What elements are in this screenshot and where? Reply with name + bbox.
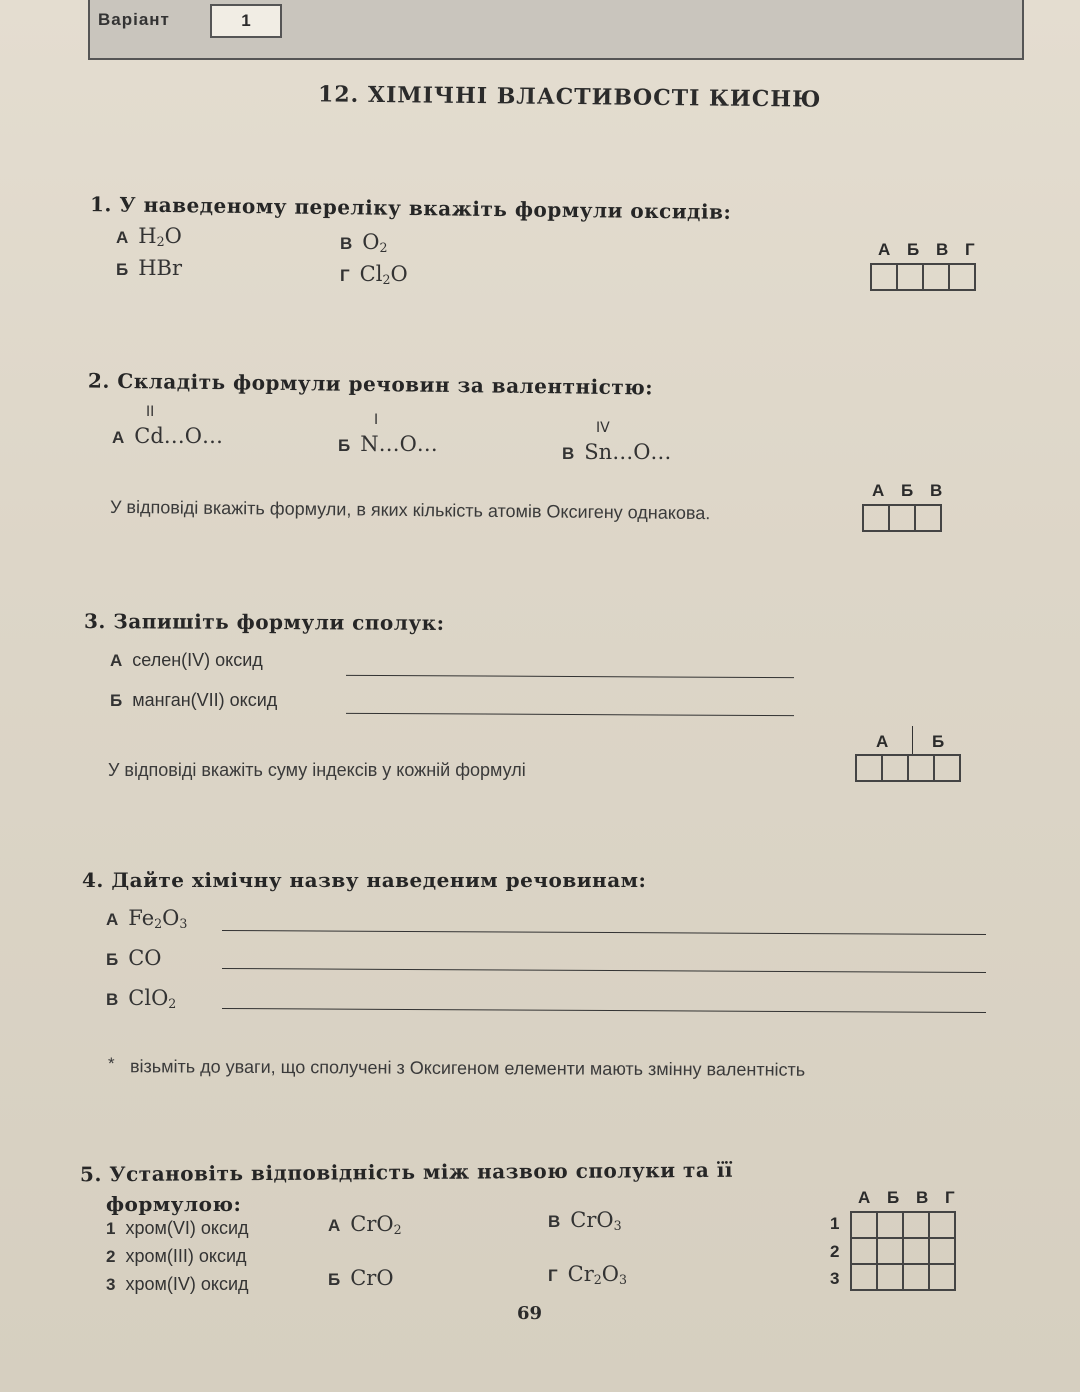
q4-answer-line-b[interactable] xyxy=(222,968,986,973)
answer-cell[interactable] xyxy=(851,1238,877,1264)
answer-cell[interactable] xyxy=(871,264,897,290)
q1-option-c: В $O_2$ xyxy=(340,230,388,256)
answer-cell[interactable] xyxy=(882,755,908,781)
q2-option-a: А Cd…O… xyxy=(112,424,224,448)
variant-value: 1 xyxy=(241,11,251,30)
q1-answer-grid[interactable] xyxy=(870,263,976,291)
q5-row-label-1: 1 xyxy=(830,1214,840,1233)
q3-header-divider xyxy=(912,726,913,754)
q5-row-label-3: 3 xyxy=(830,1269,840,1288)
question-2: 2. Складіть формули речовин за валентністю: xyxy=(87,368,654,400)
answer-cell[interactable] xyxy=(915,505,941,531)
q1-answer-header: А Б В Г xyxy=(878,240,981,259)
q5-formula-d: Г $Cr_2O_3$ xyxy=(548,1262,627,1288)
variant-label: Варіант xyxy=(98,10,170,29)
q5-formula-c: В CrO$_3$ xyxy=(548,1208,622,1234)
q2-option-c: В Sn…O… xyxy=(562,440,672,464)
answer-cell[interactable] xyxy=(903,1264,929,1290)
q5-formula-a: А CrO$_2$ xyxy=(328,1212,402,1238)
answer-cell[interactable] xyxy=(889,505,915,531)
q2-valence-b: I xyxy=(374,412,379,428)
q2-answer-grid[interactable] xyxy=(862,504,942,532)
q2-option-b: Б N…O… xyxy=(338,432,438,456)
answer-cell[interactable] xyxy=(903,1212,929,1238)
answer-cell[interactable] xyxy=(934,755,960,781)
q4-note: візьміть до уваги, що сполучені з Оксигеном елементи мають змінну валентність xyxy=(129,1056,806,1080)
question-5-line2: формулою: xyxy=(106,1192,242,1216)
q5-row-label-2: 2 xyxy=(830,1242,840,1261)
q3-answer-header-a: А xyxy=(876,732,895,751)
q5-name-3: 3 хром(IV) оксид xyxy=(106,1274,249,1294)
q2-answer-header: А Б В xyxy=(872,481,949,500)
q1-option-d: Г $Cl_2O$ xyxy=(340,262,408,288)
answer-cell[interactable] xyxy=(903,1238,929,1264)
q4-option-c: В ClO$_2$ xyxy=(106,986,177,1012)
q5-answer-grid[interactable] xyxy=(850,1211,956,1291)
q5-name-2: 2 хром(III) оксид xyxy=(106,1246,247,1266)
header-band xyxy=(88,0,1024,60)
answer-cell[interactable] xyxy=(877,1264,903,1290)
q5-formula-b: Б CrO xyxy=(328,1266,394,1290)
q4-option-a: А $Fe_2O_3$ xyxy=(106,906,188,932)
answer-cell[interactable] xyxy=(897,264,923,290)
answer-cell[interactable] xyxy=(856,755,882,781)
answer-cell[interactable] xyxy=(851,1264,877,1290)
answer-cell[interactable] xyxy=(949,264,975,290)
question-4: 4. Дайте хімічну назву наведеним речовинам: xyxy=(82,868,647,892)
answer-cell[interactable] xyxy=(923,264,949,290)
variant-box[interactable] xyxy=(210,4,282,38)
q3-option-a: А селен(IV) оксид xyxy=(110,650,263,670)
question-5: 5. Установіть відповідність між назвою сполуки та її xyxy=(79,1157,734,1187)
answer-cell[interactable] xyxy=(929,1212,955,1238)
q3-answer-header-b: Б xyxy=(932,732,951,751)
q4-answer-line-c[interactable] xyxy=(222,1008,986,1013)
q4-answer-line-a[interactable] xyxy=(222,930,986,935)
answer-cell[interactable] xyxy=(863,505,889,531)
q3-answer-grid[interactable] xyxy=(855,754,961,782)
q3-answer-line-a[interactable] xyxy=(346,675,794,678)
page-number: 69 xyxy=(517,1303,543,1324)
answer-cell[interactable] xyxy=(851,1212,877,1238)
q2-note: У відповіді вкажіть формули, в яких кількість атомів Оксигену однакова. xyxy=(109,496,711,524)
q1-option-a: А $H_2O$ xyxy=(116,224,182,250)
q5-answer-header: А Б В Г xyxy=(858,1188,961,1207)
answer-cell[interactable] xyxy=(929,1264,955,1290)
q3-option-b: Б манган(VII) оксид xyxy=(110,690,278,710)
answer-cell[interactable] xyxy=(877,1212,903,1238)
q3-note: У відповіді вкажіть суму індексів у кожній формулі xyxy=(108,760,526,780)
question-3: 3. Запишіть формули сполук: xyxy=(83,609,445,635)
q5-name-1: 1 хром(VI) оксид xyxy=(106,1218,249,1238)
q4-option-b: Б CO xyxy=(106,946,162,970)
answer-cell[interactable] xyxy=(929,1238,955,1264)
page-title: 12. ХІМІЧНІ ВЛАСТИВОСТІ КИСНЮ xyxy=(317,81,822,113)
question-1: 1. У наведеному переліку вкажіть формули оксидів: xyxy=(89,192,732,224)
answer-cell[interactable] xyxy=(908,755,934,781)
q1-option-b: Б HBr xyxy=(116,256,183,280)
answer-cell[interactable] xyxy=(877,1238,903,1264)
q2-valence-c: IV xyxy=(596,420,610,436)
q4-note-mark: * xyxy=(108,1054,115,1073)
q3-answer-line-b[interactable] xyxy=(346,713,794,716)
q2-valence-a: II xyxy=(146,404,155,420)
